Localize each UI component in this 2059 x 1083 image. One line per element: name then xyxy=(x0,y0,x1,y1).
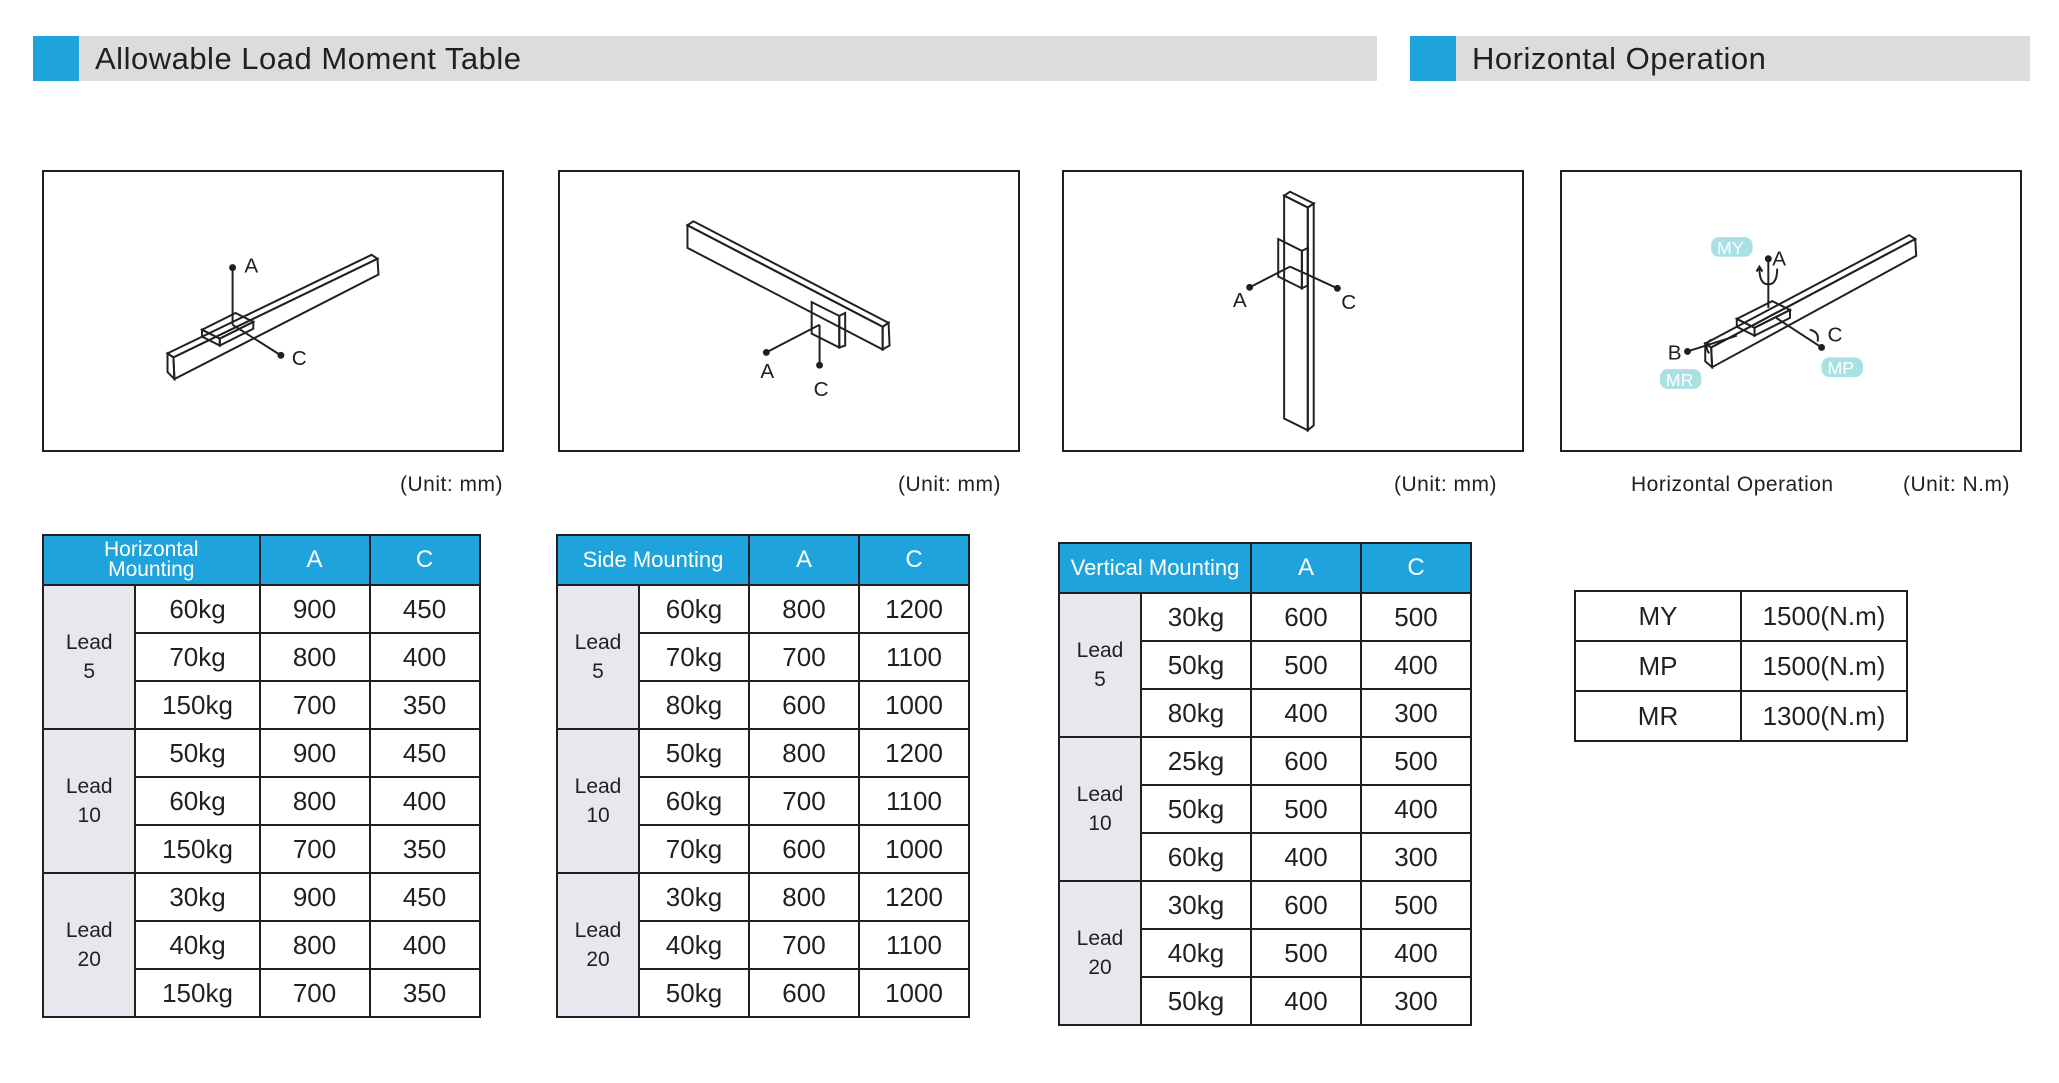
moment-table xyxy=(1574,590,1908,742)
table-row xyxy=(43,585,480,633)
label-mp: MP xyxy=(1827,358,1855,379)
lead-cell: Lead 5 xyxy=(43,585,135,729)
a-cell: 600 xyxy=(749,681,859,729)
load-cell: 70kg xyxy=(639,825,749,873)
label-a: A xyxy=(1232,289,1247,313)
c-cell: 1200 xyxy=(859,729,969,777)
load-cell: 40kg xyxy=(135,921,259,969)
section-header-load-moment xyxy=(33,36,1377,81)
label-a: A xyxy=(244,254,259,278)
table-header-row xyxy=(43,535,480,585)
load-cell: 60kg xyxy=(639,585,749,633)
load-cell: 60kg xyxy=(639,777,749,825)
a-cell: 800 xyxy=(260,777,370,825)
actuator-rail xyxy=(1284,192,1314,431)
load-cell: 150kg xyxy=(135,681,259,729)
c-cell: 350 xyxy=(370,825,480,873)
label-c: C xyxy=(813,377,829,401)
c-cell: 500 xyxy=(1361,881,1471,929)
diagram-side-mounting xyxy=(558,170,1020,452)
table-row xyxy=(557,729,969,777)
diagram-horizontal-mounting xyxy=(42,170,504,452)
load-cell: 40kg xyxy=(1141,929,1251,977)
section-header-horizontal-operation xyxy=(1410,36,2030,81)
c-cell: 400 xyxy=(1361,785,1471,833)
label-my: MY xyxy=(1717,237,1744,258)
table-row xyxy=(1059,737,1471,785)
lead-cell: Lead 10 xyxy=(557,729,639,873)
a-cell: 400 xyxy=(1251,833,1361,881)
label-mr: MR xyxy=(1665,369,1694,390)
load-cell: 80kg xyxy=(639,681,749,729)
lead-cell: Lead 10 xyxy=(43,729,135,873)
diagram-moment-directions xyxy=(1560,170,2022,452)
side-mounting-table xyxy=(556,534,970,1018)
diagram-vertical-mounting xyxy=(1062,170,1524,452)
unit-caption: (Unit: mm) xyxy=(400,473,503,496)
header-a: A xyxy=(749,535,859,585)
actuator-slider xyxy=(1278,239,1308,288)
table-header-row xyxy=(557,535,969,585)
c-cell: 1200 xyxy=(859,585,969,633)
load-cell: 50kg xyxy=(639,729,749,777)
horizontal-mounting-table xyxy=(42,534,481,1018)
lead-cell: Lead 20 xyxy=(1059,881,1141,1025)
a-cell: 600 xyxy=(1251,737,1361,785)
load-cell: 60kg xyxy=(1141,833,1251,881)
load-cell: 50kg xyxy=(1141,641,1251,689)
header-a: A xyxy=(1251,543,1361,593)
moment-name-cell: MR xyxy=(1575,691,1741,741)
label-a: A xyxy=(1772,247,1787,271)
a-cell: 500 xyxy=(1251,641,1361,689)
a-cell: 700 xyxy=(749,921,859,969)
a-cell: 800 xyxy=(260,921,370,969)
c-cell: 300 xyxy=(1361,689,1471,737)
section-title: Horizontal Operation xyxy=(1472,41,1767,76)
a-cell: 800 xyxy=(749,873,859,921)
load-cell: 30kg xyxy=(1141,881,1251,929)
c-cell: 1200 xyxy=(859,873,969,921)
load-cell: 60kg xyxy=(135,585,259,633)
section-accent xyxy=(1410,36,1456,81)
c-cell: 400 xyxy=(370,777,480,825)
moment-caption: Horizontal Operation xyxy=(1631,473,1834,496)
c-cell: 500 xyxy=(1361,737,1471,785)
table-row xyxy=(557,585,969,633)
a-cell: 400 xyxy=(1251,977,1361,1025)
header-mounting: Side Mounting xyxy=(557,535,749,585)
c-cell: 300 xyxy=(1361,977,1471,1025)
a-cell: 600 xyxy=(1251,593,1361,641)
moment-value-cell: 1500(N.m) xyxy=(1741,641,1907,691)
a-cell: 700 xyxy=(260,969,370,1017)
header-mounting: Horizontal Mounting xyxy=(43,535,260,585)
table-row xyxy=(43,729,480,777)
lead-cell: Lead 20 xyxy=(557,873,639,1017)
load-cell: 30kg xyxy=(639,873,749,921)
load-cell: 150kg xyxy=(135,825,259,873)
lead-cell: Lead 10 xyxy=(1059,737,1141,881)
a-cell: 700 xyxy=(260,681,370,729)
header-c: C xyxy=(370,535,480,585)
moment-name-cell: MY xyxy=(1575,591,1741,641)
actuator-slider xyxy=(812,302,846,347)
load-cell: 30kg xyxy=(135,873,259,921)
c-cell: 500 xyxy=(1361,593,1471,641)
c-cell: 1000 xyxy=(859,825,969,873)
table-row xyxy=(557,873,969,921)
load-cell: 80kg xyxy=(1141,689,1251,737)
unit-caption: (Unit: N.m) xyxy=(1903,473,2010,496)
c-cell: 400 xyxy=(1361,929,1471,977)
unit-caption: (Unit: mm) xyxy=(898,473,1001,496)
table-row xyxy=(1059,881,1471,929)
a-cell: 800 xyxy=(749,729,859,777)
c-cell: 450 xyxy=(370,729,480,777)
c-cell: 400 xyxy=(370,921,480,969)
vertical-mounting-table xyxy=(1058,542,1472,1026)
a-cell: 800 xyxy=(260,633,370,681)
a-cell: 600 xyxy=(1251,881,1361,929)
unit-caption: (Unit: mm) xyxy=(1394,473,1497,496)
a-cell: 400 xyxy=(1251,689,1361,737)
c-cell: 450 xyxy=(370,873,480,921)
c-cell: 450 xyxy=(370,585,480,633)
load-cell: 40kg xyxy=(639,921,749,969)
header-mounting: Vertical Mounting xyxy=(1059,543,1251,593)
actuator-rail xyxy=(687,221,889,349)
table-row xyxy=(1575,591,1907,641)
load-cell: 150kg xyxy=(135,969,259,1017)
table-row xyxy=(1575,691,1907,741)
load-cell: 50kg xyxy=(1141,977,1251,1025)
c-cell: 1100 xyxy=(859,921,969,969)
a-cell: 900 xyxy=(260,873,370,921)
c-cell: 400 xyxy=(370,633,480,681)
actuator-slider xyxy=(202,313,253,346)
actuator-rail xyxy=(168,255,379,379)
load-cell: 70kg xyxy=(135,633,259,681)
lead-cell: Lead 20 xyxy=(43,873,135,1017)
c-cell: 1100 xyxy=(859,777,969,825)
a-cell: 700 xyxy=(749,633,859,681)
table-row xyxy=(1059,593,1471,641)
moment-value-cell: 1300(N.m) xyxy=(1741,691,1907,741)
load-cell: 50kg xyxy=(135,729,259,777)
table-row xyxy=(1575,641,1907,691)
c-cell: 350 xyxy=(370,969,480,1017)
load-cell: 50kg xyxy=(1141,785,1251,833)
c-cell: 1100 xyxy=(859,633,969,681)
c-cell: 1000 xyxy=(859,969,969,1017)
a-cell: 600 xyxy=(749,825,859,873)
c-cell: 300 xyxy=(1361,833,1471,881)
c-cell: 400 xyxy=(1361,641,1471,689)
section-title: Allowable Load Moment Table xyxy=(95,41,522,76)
label-c: C xyxy=(291,347,307,371)
a-cell: 500 xyxy=(1251,785,1361,833)
load-cell: 50kg xyxy=(639,969,749,1017)
header-a: A xyxy=(260,535,370,585)
moment-name-cell: MP xyxy=(1575,641,1741,691)
label-c: C xyxy=(1827,323,1843,347)
label-c: C xyxy=(1341,291,1357,315)
label-b: B xyxy=(1667,341,1682,365)
c-cell: 1000 xyxy=(859,681,969,729)
load-cell: 30kg xyxy=(1141,593,1251,641)
a-cell: 800 xyxy=(749,585,859,633)
c-cell: 350 xyxy=(370,681,480,729)
table-row xyxy=(43,873,480,921)
a-cell: 600 xyxy=(749,969,859,1017)
load-cell: 70kg xyxy=(639,633,749,681)
section-accent xyxy=(33,36,79,81)
a-cell: 900 xyxy=(260,729,370,777)
moment-value-cell: 1500(N.m) xyxy=(1741,591,1907,641)
load-cell: 25kg xyxy=(1141,737,1251,785)
header-c: C xyxy=(1361,543,1471,593)
lead-cell: Lead 5 xyxy=(1059,593,1141,737)
a-cell: 500 xyxy=(1251,929,1361,977)
a-cell: 900 xyxy=(260,585,370,633)
label-a: A xyxy=(760,360,775,384)
load-cell: 60kg xyxy=(135,777,259,825)
table-header-row xyxy=(1059,543,1471,593)
actuator-slider xyxy=(1737,301,1790,336)
lead-cell: Lead 5 xyxy=(557,585,639,729)
a-cell: 700 xyxy=(260,825,370,873)
a-cell: 700 xyxy=(749,777,859,825)
header-c: C xyxy=(859,535,969,585)
